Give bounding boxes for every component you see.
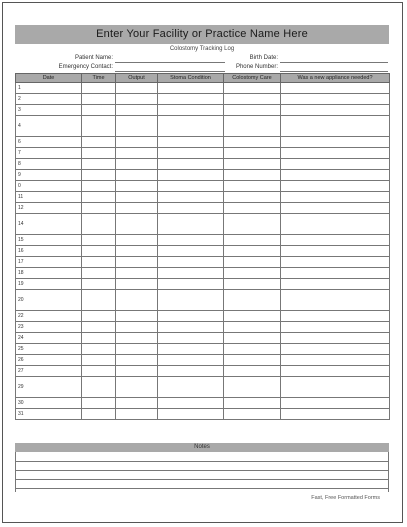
entry-cell[interactable] xyxy=(281,268,390,279)
table-row xyxy=(16,83,390,94)
entry-cell[interactable] xyxy=(82,203,116,214)
entry-cell[interactable] xyxy=(281,148,390,159)
entry-cell[interactable] xyxy=(116,235,158,246)
entry-cell[interactable] xyxy=(82,322,116,333)
entry-cell[interactable] xyxy=(116,246,158,257)
entry-cell[interactable] xyxy=(224,170,281,181)
entry-cell[interactable] xyxy=(224,203,281,214)
table-row xyxy=(16,366,390,377)
entry-cell[interactable] xyxy=(158,181,224,192)
entry-cell[interactable] xyxy=(281,246,390,257)
birth-date-field[interactable] xyxy=(280,54,388,63)
entry-cell[interactable] xyxy=(116,105,158,116)
entry-cell[interactable] xyxy=(158,203,224,214)
entry-cell[interactable] xyxy=(158,355,224,366)
table-row xyxy=(16,398,390,409)
entry-cell[interactable] xyxy=(158,105,224,116)
row-number-cell[interactable]: 25 xyxy=(16,344,82,355)
entry-cell[interactable] xyxy=(224,322,281,333)
row-number-cell[interactable]: 18 xyxy=(16,268,82,279)
entry-cell[interactable] xyxy=(116,159,158,170)
entry-cell[interactable] xyxy=(82,94,116,105)
entry-cell[interactable] xyxy=(281,290,390,311)
entry-cell[interactable] xyxy=(224,290,281,311)
notes-line xyxy=(15,488,389,489)
entry-cell[interactable] xyxy=(224,366,281,377)
entry-cell[interactable] xyxy=(281,159,390,170)
notes-area[interactable] xyxy=(15,452,389,492)
entry-cell[interactable] xyxy=(224,94,281,105)
entry-cell[interactable] xyxy=(82,116,116,137)
entry-cell[interactable] xyxy=(116,409,158,420)
birth-date-label: Birth Date: xyxy=(249,55,278,61)
row-number-cell[interactable]: 12 xyxy=(16,203,82,214)
tracking-log-table xyxy=(15,73,390,420)
table-row xyxy=(16,192,390,203)
entry-cell[interactable] xyxy=(158,192,224,203)
patient-name-label: Patient Name: xyxy=(74,55,113,61)
notes-line xyxy=(15,470,389,471)
emergency-contact-field[interactable] xyxy=(115,63,225,72)
table-row xyxy=(16,344,390,355)
table-row xyxy=(16,105,390,116)
entry-cell[interactable] xyxy=(224,257,281,268)
entry-cell[interactable] xyxy=(224,344,281,355)
entry-cell[interactable] xyxy=(116,290,158,311)
entry-cell[interactable] xyxy=(158,246,224,257)
entry-cell[interactable] xyxy=(158,398,224,409)
row-number-cell[interactable]: 31 xyxy=(16,409,82,420)
table-row xyxy=(16,246,390,257)
entry-cell[interactable] xyxy=(281,83,390,94)
entry-cell[interactable] xyxy=(82,105,116,116)
row-number-cell[interactable]: 7 xyxy=(16,148,82,159)
entry-cell[interactable] xyxy=(158,235,224,246)
entry-cell[interactable] xyxy=(116,94,158,105)
phone-number-label: Phone Number: xyxy=(235,64,278,70)
entry-cell[interactable] xyxy=(82,398,116,409)
entry-cell[interactable] xyxy=(281,279,390,290)
entry-cell[interactable] xyxy=(116,355,158,366)
table-row xyxy=(16,409,390,420)
row-number-cell[interactable]: 9 xyxy=(16,170,82,181)
row-number-cell[interactable]: 20 xyxy=(16,290,82,311)
entry-cell[interactable] xyxy=(116,181,158,192)
row-number-cell[interactable]: 29 xyxy=(16,377,82,398)
entry-cell[interactable] xyxy=(224,246,281,257)
table-row xyxy=(16,203,390,214)
entry-cell[interactable] xyxy=(281,377,390,398)
entry-cell[interactable] xyxy=(116,170,158,181)
entry-cell[interactable] xyxy=(281,311,390,322)
col-stoma-condition: Stoma Condition xyxy=(158,74,224,83)
table-row xyxy=(16,214,390,235)
row-number-cell[interactable]: 1 xyxy=(16,83,82,94)
table-row xyxy=(16,268,390,279)
table-row xyxy=(16,279,390,290)
col-colostomy-care: Colostomy Care xyxy=(224,74,281,83)
entry-cell[interactable] xyxy=(224,311,281,322)
table-row xyxy=(16,322,390,333)
emergency-contact-label: Emergency Contact: xyxy=(58,64,113,70)
entry-cell[interactable] xyxy=(82,192,116,203)
col-time: Time xyxy=(82,74,116,83)
entry-cell[interactable] xyxy=(82,355,116,366)
notes-line xyxy=(15,461,389,462)
entry-cell[interactable] xyxy=(224,377,281,398)
entry-cell[interactable] xyxy=(281,333,390,344)
entry-cell[interactable] xyxy=(116,192,158,203)
entry-cell[interactable] xyxy=(281,257,390,268)
table-row xyxy=(16,333,390,344)
phone-number-field[interactable] xyxy=(280,63,388,72)
entry-cell[interactable] xyxy=(82,268,116,279)
col-output: Output xyxy=(116,74,158,83)
entry-cell[interactable] xyxy=(82,181,116,192)
entry-cell[interactable] xyxy=(82,409,116,420)
row-number-cell[interactable]: 30 xyxy=(16,398,82,409)
entry-cell[interactable] xyxy=(82,170,116,181)
col-date: Date xyxy=(16,74,82,83)
entry-cell[interactable] xyxy=(158,170,224,181)
entry-cell[interactable] xyxy=(224,355,281,366)
entry-cell[interactable] xyxy=(158,268,224,279)
entry-cell[interactable] xyxy=(116,148,158,159)
entry-cell[interactable] xyxy=(281,366,390,377)
form-page xyxy=(2,2,403,523)
entry-cell[interactable] xyxy=(281,105,390,116)
row-number-cell[interactable]: 23 xyxy=(16,322,82,333)
entry-cell[interactable] xyxy=(281,322,390,333)
entry-cell[interactable] xyxy=(224,181,281,192)
row-number-cell[interactable]: 14 xyxy=(16,214,82,235)
row-number-cell[interactable]: 27 xyxy=(16,366,82,377)
table-row xyxy=(16,377,390,398)
entry-cell[interactable] xyxy=(158,366,224,377)
notes-line xyxy=(15,479,389,480)
entry-cell[interactable] xyxy=(82,235,116,246)
entry-cell[interactable] xyxy=(281,116,390,137)
table-row xyxy=(16,170,390,181)
form-subtitle: Colostomy Tracking Log xyxy=(169,46,235,52)
entry-cell[interactable] xyxy=(82,214,116,235)
entry-cell[interactable] xyxy=(116,268,158,279)
entry-cell[interactable] xyxy=(224,192,281,203)
col-new-appliance: Was a new appliance needed? xyxy=(281,74,390,83)
entry-cell[interactable] xyxy=(158,214,224,235)
entry-cell[interactable] xyxy=(82,344,116,355)
entry-cell[interactable] xyxy=(116,203,158,214)
table-row xyxy=(16,148,390,159)
entry-cell[interactable] xyxy=(82,311,116,322)
entry-cell[interactable] xyxy=(82,377,116,398)
table-row xyxy=(16,311,390,322)
table-row xyxy=(16,137,390,148)
entry-cell[interactable] xyxy=(281,94,390,105)
row-number-cell[interactable]: 15 xyxy=(16,235,82,246)
entry-cell[interactable] xyxy=(116,311,158,322)
entry-cell[interactable] xyxy=(281,344,390,355)
entry-cell[interactable] xyxy=(158,322,224,333)
entry-cell[interactable] xyxy=(158,116,224,137)
table-row xyxy=(16,290,390,311)
entry-cell[interactable] xyxy=(224,235,281,246)
entry-cell[interactable] xyxy=(158,257,224,268)
entry-cell[interactable] xyxy=(158,311,224,322)
patient-name-field[interactable] xyxy=(115,54,225,63)
entry-cell[interactable] xyxy=(158,159,224,170)
row-number-cell[interactable]: 8 xyxy=(16,159,82,170)
entry-cell[interactable] xyxy=(224,83,281,94)
entry-cell[interactable] xyxy=(116,116,158,137)
entry-cell[interactable] xyxy=(82,290,116,311)
entry-cell[interactable] xyxy=(116,214,158,235)
entry-cell[interactable] xyxy=(158,333,224,344)
entry-cell[interactable] xyxy=(158,409,224,420)
entry-cell[interactable] xyxy=(116,137,158,148)
entry-cell[interactable] xyxy=(281,214,390,235)
row-number-cell[interactable]: 11 xyxy=(16,192,82,203)
entry-cell[interactable] xyxy=(224,105,281,116)
table-header-row xyxy=(16,74,390,83)
row-number-cell[interactable]: 24 xyxy=(16,333,82,344)
notes-header: Notes xyxy=(15,443,389,452)
entry-cell[interactable] xyxy=(82,83,116,94)
footer-credit: Fast, Free Formatted Forms xyxy=(311,495,380,501)
entry-cell[interactable] xyxy=(116,279,158,290)
entry-cell[interactable] xyxy=(82,159,116,170)
entry-cell[interactable] xyxy=(281,170,390,181)
entry-cell[interactable] xyxy=(224,268,281,279)
entry-cell[interactable] xyxy=(224,148,281,159)
row-number-cell[interactable]: 26 xyxy=(16,355,82,366)
table-row xyxy=(16,159,390,170)
entry-cell[interactable] xyxy=(281,137,390,148)
entry-cell[interactable] xyxy=(82,257,116,268)
entry-cell[interactable] xyxy=(281,235,390,246)
facility-title: Enter Your Facility or Practice Name Here xyxy=(15,25,389,44)
entry-cell[interactable] xyxy=(158,94,224,105)
entry-cell[interactable] xyxy=(116,344,158,355)
entry-cell[interactable] xyxy=(281,192,390,203)
entry-cell[interactable] xyxy=(116,83,158,94)
row-number-cell[interactable]: 19 xyxy=(16,279,82,290)
row-number-cell[interactable]: 3 xyxy=(16,105,82,116)
entry-cell[interactable] xyxy=(224,214,281,235)
row-number-cell[interactable]: 17 xyxy=(16,257,82,268)
entry-cell[interactable] xyxy=(82,246,116,257)
table-row xyxy=(16,116,390,137)
entry-cell[interactable] xyxy=(224,279,281,290)
entry-cell[interactable] xyxy=(281,398,390,409)
entry-cell[interactable] xyxy=(116,322,158,333)
entry-cell[interactable] xyxy=(158,290,224,311)
entry-cell[interactable] xyxy=(224,116,281,137)
table-body xyxy=(16,83,390,420)
entry-cell[interactable] xyxy=(116,398,158,409)
entry-cell[interactable] xyxy=(224,409,281,420)
row-number-cell[interactable]: 2 xyxy=(16,94,82,105)
entry-cell[interactable] xyxy=(281,409,390,420)
row-number-cell[interactable]: 0 xyxy=(16,181,82,192)
entry-cell[interactable] xyxy=(281,181,390,192)
entry-cell[interactable] xyxy=(82,137,116,148)
table-row xyxy=(16,257,390,268)
entry-cell[interactable] xyxy=(158,83,224,94)
row-number-cell[interactable]: 6 xyxy=(16,137,82,148)
entry-cell[interactable] xyxy=(224,159,281,170)
entry-cell[interactable] xyxy=(224,137,281,148)
row-number-cell[interactable]: 22 xyxy=(16,311,82,322)
entry-cell[interactable] xyxy=(158,279,224,290)
entry-cell[interactable] xyxy=(116,333,158,344)
entry-cell[interactable] xyxy=(224,333,281,344)
entry-cell[interactable] xyxy=(82,366,116,377)
entry-cell[interactable] xyxy=(158,377,224,398)
entry-cell[interactable] xyxy=(158,148,224,159)
table-row xyxy=(16,235,390,246)
entry-cell[interactable] xyxy=(116,257,158,268)
row-number-cell[interactable]: 16 xyxy=(16,246,82,257)
entry-cell[interactable] xyxy=(116,366,158,377)
row-number-cell[interactable]: 4 xyxy=(16,116,82,137)
entry-cell[interactable] xyxy=(224,398,281,409)
entry-cell[interactable] xyxy=(82,279,116,290)
entry-cell[interactable] xyxy=(158,137,224,148)
entry-cell[interactable] xyxy=(116,377,158,398)
table-row xyxy=(16,181,390,192)
entry-cell[interactable] xyxy=(82,333,116,344)
entry-cell[interactable] xyxy=(82,148,116,159)
table-row xyxy=(16,94,390,105)
entry-cell[interactable] xyxy=(281,203,390,214)
entry-cell[interactable] xyxy=(158,344,224,355)
entry-cell[interactable] xyxy=(281,355,390,366)
table-row xyxy=(16,355,390,366)
